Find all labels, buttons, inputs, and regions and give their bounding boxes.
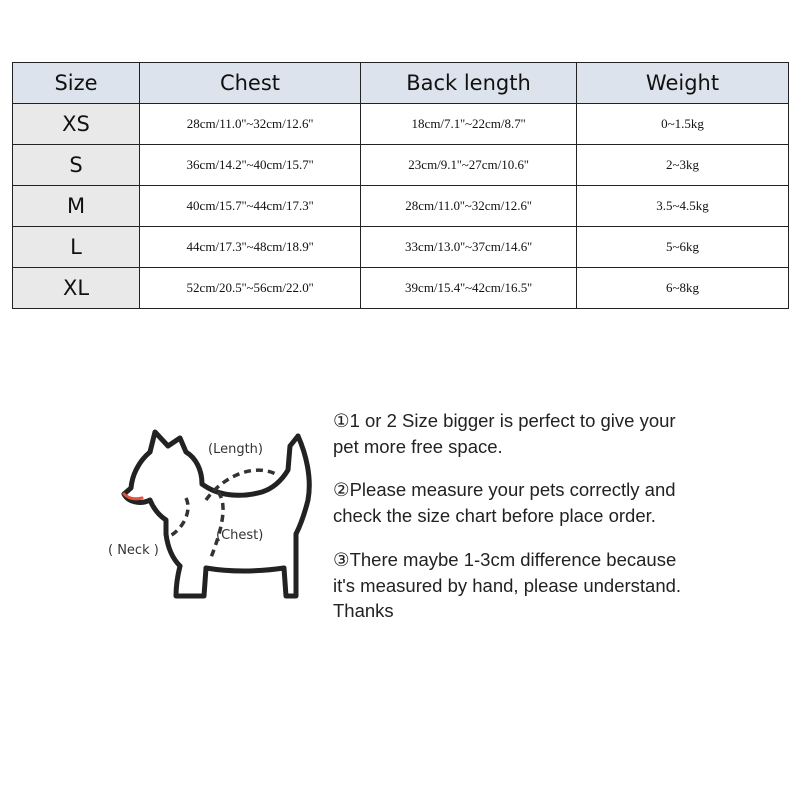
back-length-cell: 23cm/9.1''~27cm/10.6'' [361, 145, 577, 186]
header-chest: Chest [140, 63, 361, 104]
table-row [13, 104, 789, 145]
chest-cell: 44cm/17.3''~48cm/18.9'' [140, 227, 361, 268]
weight-cell: 0~1.5kg [577, 104, 789, 145]
note-item: ①1 or 2 Size bigger is perfect to give your pet more free space. [333, 410, 676, 457]
chest-cell: 28cm/11.0''~32cm/12.6'' [140, 104, 361, 145]
size-cell: L [13, 227, 140, 268]
weight-cell: 2~3kg [577, 145, 789, 186]
table-row [13, 268, 789, 309]
weight-cell: 6~8kg [577, 268, 789, 309]
size-cell: XS [13, 104, 140, 145]
label-length: (Length) [208, 442, 263, 457]
table-header-row [13, 63, 789, 104]
header-size: Size [13, 63, 140, 104]
table-row [13, 186, 789, 227]
size-cell: XL [13, 268, 140, 309]
back-length-cell: 33cm/13.0''~37cm/14.6'' [361, 227, 577, 268]
size-notes [333, 408, 703, 642]
header-back-length: Back length [361, 63, 577, 104]
chest-cell: 36cm/14.2''~40cm/15.7'' [140, 145, 361, 186]
note-item: ②Please measure your pets correctly and check the size chart before place order. [333, 479, 676, 526]
note-item: ③There maybe 1-3cm difference because it's measured by hand, please understand. Thanks [333, 549, 682, 621]
table-row [13, 145, 789, 186]
size-chart-table [12, 62, 789, 309]
table-row [13, 227, 789, 268]
measure-lines-icon [170, 470, 276, 560]
chest-cell: 52cm/20.5''~56cm/22.0'' [140, 268, 361, 309]
size-cell: M [13, 186, 140, 227]
label-neck: ( Neck ) [108, 543, 159, 558]
back-length-cell: 39cm/15.4''~42cm/16.5'' [361, 268, 577, 309]
size-cell: S [13, 145, 140, 186]
weight-cell: 3.5~4.5kg [577, 186, 789, 227]
chest-cell: 40cm/15.7''~44cm/17.3'' [140, 186, 361, 227]
back-length-cell: 18cm/7.1''~22cm/8.7'' [361, 104, 577, 145]
header-weight: Weight [577, 63, 789, 104]
label-chest: (Chest) [216, 528, 264, 543]
weight-cell: 5~6kg [577, 227, 789, 268]
back-length-cell: 28cm/11.0''~32cm/12.6'' [361, 186, 577, 227]
